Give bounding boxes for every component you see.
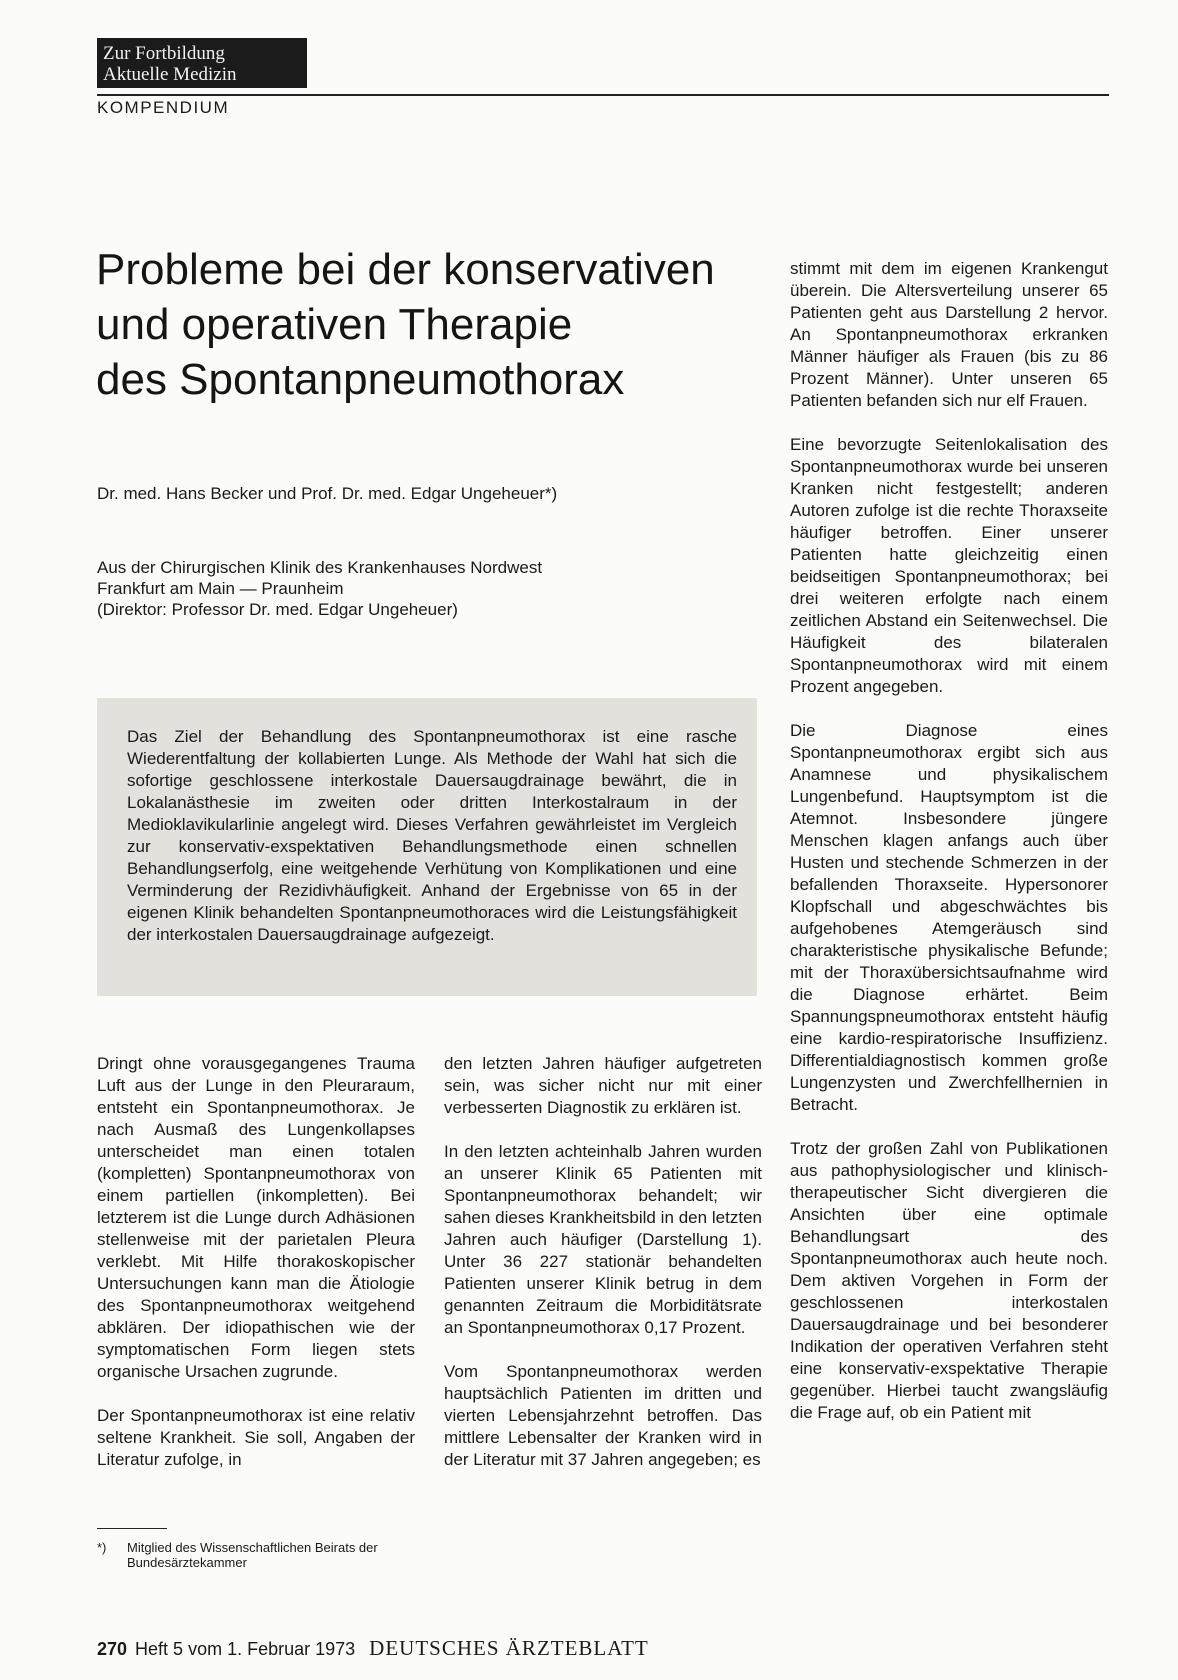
page-footer	[97, 1636, 649, 1661]
footnote-text: Mitglied des Wissenschaftlichen Beirats der Bundesärztekammer	[127, 1540, 378, 1570]
title-line-1: Probleme bei der konservativen	[96, 245, 715, 294]
footnote	[97, 1540, 417, 1570]
authors: Dr. med. Hans Becker und Prof. Dr. med. Edgar Ungeheuer*)	[97, 484, 558, 503]
body-column-3	[790, 258, 1108, 1446]
issue-info: Heft 5 vom 1. Februar 1973	[135, 1639, 356, 1659]
affiliation	[97, 557, 542, 620]
paragraph: stimmt mit dem im eigenen Krankengut überein. Die Altersverteilung unserer 65 Patienten geht aus Darstellung 2 hervor. An Spontanpneumothorax erkranken Männer häufiger als Frauen (bis zu 86 Prozent Männer). Unter unseren 65 Patienten befanden sich nur elf Frauen.	[790, 259, 1108, 410]
affiliation-line-3: (Direktor: Professor Dr. med. Edgar Ungeheuer)	[97, 600, 458, 619]
header-rule	[97, 94, 1109, 96]
paragraph: Eine bevorzugte Seitenlokalisation des Spontanpneumothorax wurde bei unseren Kranken nicht festgestellt; anderen Autoren zufolge ist die rechte Thoraxseite häufiger betroffen. Einer unserer Patienten hatte gleichzeitig einen beidseitigen Spontanpneumothorax; bei drei weiteren erfolgte nach einem zeitlichen Abstand ein Seitenwechsel. Die Häufigkeit des bilateralen Spontanpneumothorax wird mit einem Prozent angegeben.	[790, 435, 1108, 696]
paragraph: Der Spontanpneumothorax ist eine relativ seltene Krankheit. Sie soll, Angaben der Literatur zufolge, in	[97, 1406, 415, 1469]
paragraph: Die Diagnose eines Spontanpneumothorax ergibt sich aus Anamnese und physikalischem Lungenbefund. Hauptsymptom ist die Atemnot. Insbesondere jüngere Menschen klagen anfangs auch über Husten und stechende Schmerzen in der befallenden Thoraxseite. Hypersonorer Klopfschall und abgeschwächtes bis aufgehobenes Atemgeräusch sind charakteristische physikalische Befunde; mit der Thoraxübersichtsaufnahme wird die Diagnose erhärtet. Beim Spannungspneumothorax entsteht häufig eine kardio-respiratorische Insuffizienz. Differentialdiagnostisch kommen große Lungenzysten und Zwerchfellhernien in Betracht.	[790, 721, 1108, 1114]
section-badge	[97, 38, 307, 88]
category-label: KOMPENDIUM	[97, 98, 230, 117]
abstract-text: Das Ziel der Behandlung des Spontanpneumothorax ist eine rasche Wiederentfaltung der kollabierten Lunge. Als Methode der Wahl hat sich die sofortige geschlossene interkostale Dauersaugdrainage bewährt, die in Lokalanästhesie im zweiten oder dritten Interkostalraum in der Medioklavikularlinie angelegt wird. Dieses Verfahren gewährleistet im Vergleich zur konservativ-exspektativen Behandlungsmethode einen schnellen Behandlungserfolg, eine weitgehende Verhütung von Komplikationen und eine Verminderung der Rezidivhäufigkeit. Anhand der Ergebnisse von 65 in der eigenen Klinik behandelten Spontanpneumothoraces wird die Leistungsfähigkeit der interkostalen Dauersaugdrainage aufgezeigt.	[127, 727, 737, 944]
title-line-2: und operativen Therapie	[96, 300, 573, 349]
body-column-2	[444, 1053, 762, 1493]
paragraph: Vom Spontanpneumothorax werden hauptsächlich Patienten im dritten und vierten Lebensjahrzehnt betroffen. Das mittlere Lebensalter der Kranken wird in der Literatur mit 37 Jahren angegeben; es	[444, 1362, 762, 1469]
title-line-3: des Spontanpneumothorax	[96, 355, 625, 404]
footnote-mark: *)	[97, 1540, 107, 1555]
journal-name: DEUTSCHES ÄRZTEBLATT	[369, 1636, 649, 1660]
footnote-rule	[97, 1528, 167, 1529]
article-title	[96, 242, 736, 407]
paragraph: Dringt ohne vorausgegangenes Trauma Luft aus der Lunge in den Pleuraraum, entsteht ein Spontanpneumothorax. Je nach Ausmaß des Lungenkollapses unterscheidet man einen totalen (kompletten) Spontanpneumothorax von einem partiellen (inkompletten). Bei letzterem ist die Lunge durch Adhäsionen stellenweise mit der parietalen Pleura verklebt. Mit Hilfe thorakoskopischer Untersuchungen kann man die Ätiologie des Spontanpneumothorax weitgehend abklären. Der idiopathischen wie der symptomatischen Form liegen stets organische Ursachen zugrunde.	[97, 1054, 415, 1381]
section-line-2: Aktuelle Medizin	[103, 64, 237, 85]
body-column-1	[97, 1053, 415, 1493]
paragraph: In den letzten achteinhalb Jahren wurden an unserer Klinik 65 Patienten mit Spontanpneumothorax behandelt; wir sahen dieses Krankheitsbild in den letzten Jahren auch häufiger (Darstellung 1). Unter 36 227 stationär behandelten Patienten unserer Klinik betrug in dem genannten Zeitraum die Morbiditätsrate an Spontanpneumothorax 0,17 Prozent.	[444, 1142, 762, 1337]
page-number: 270	[97, 1639, 128, 1659]
paragraph: Trotz der großen Zahl von Publikationen aus pathophysiologischer und klinisch-therapeutischer Sicht divergieren die Ansichten über eine optimale Behandlungsart des Spontanpneumothorax auch heute noch. Dem aktiven Vorgehen in Form der geschlossenen interkostalen Dauersaugdrainage und bei besonderer Indikation der operativen Verfahren steht eine konservativ-exspektative Therapie gegenüber. Hierbei taucht zwangsläufig die Frage auf, ob ein Patient mit	[790, 1139, 1108, 1422]
affiliation-line-1: Aus der Chirurgischen Klinik des Krankenhauses Nordwest	[97, 558, 543, 577]
section-line-1: Zur Fortbildung	[103, 43, 225, 64]
paragraph: den letzten Jahren häufiger aufgetreten sein, was sicher nicht nur mit einer verbesserten Diagnostik zu erklären ist.	[444, 1054, 762, 1117]
affiliation-line-2: Frankfurt am Main — Praunheim	[97, 579, 344, 598]
